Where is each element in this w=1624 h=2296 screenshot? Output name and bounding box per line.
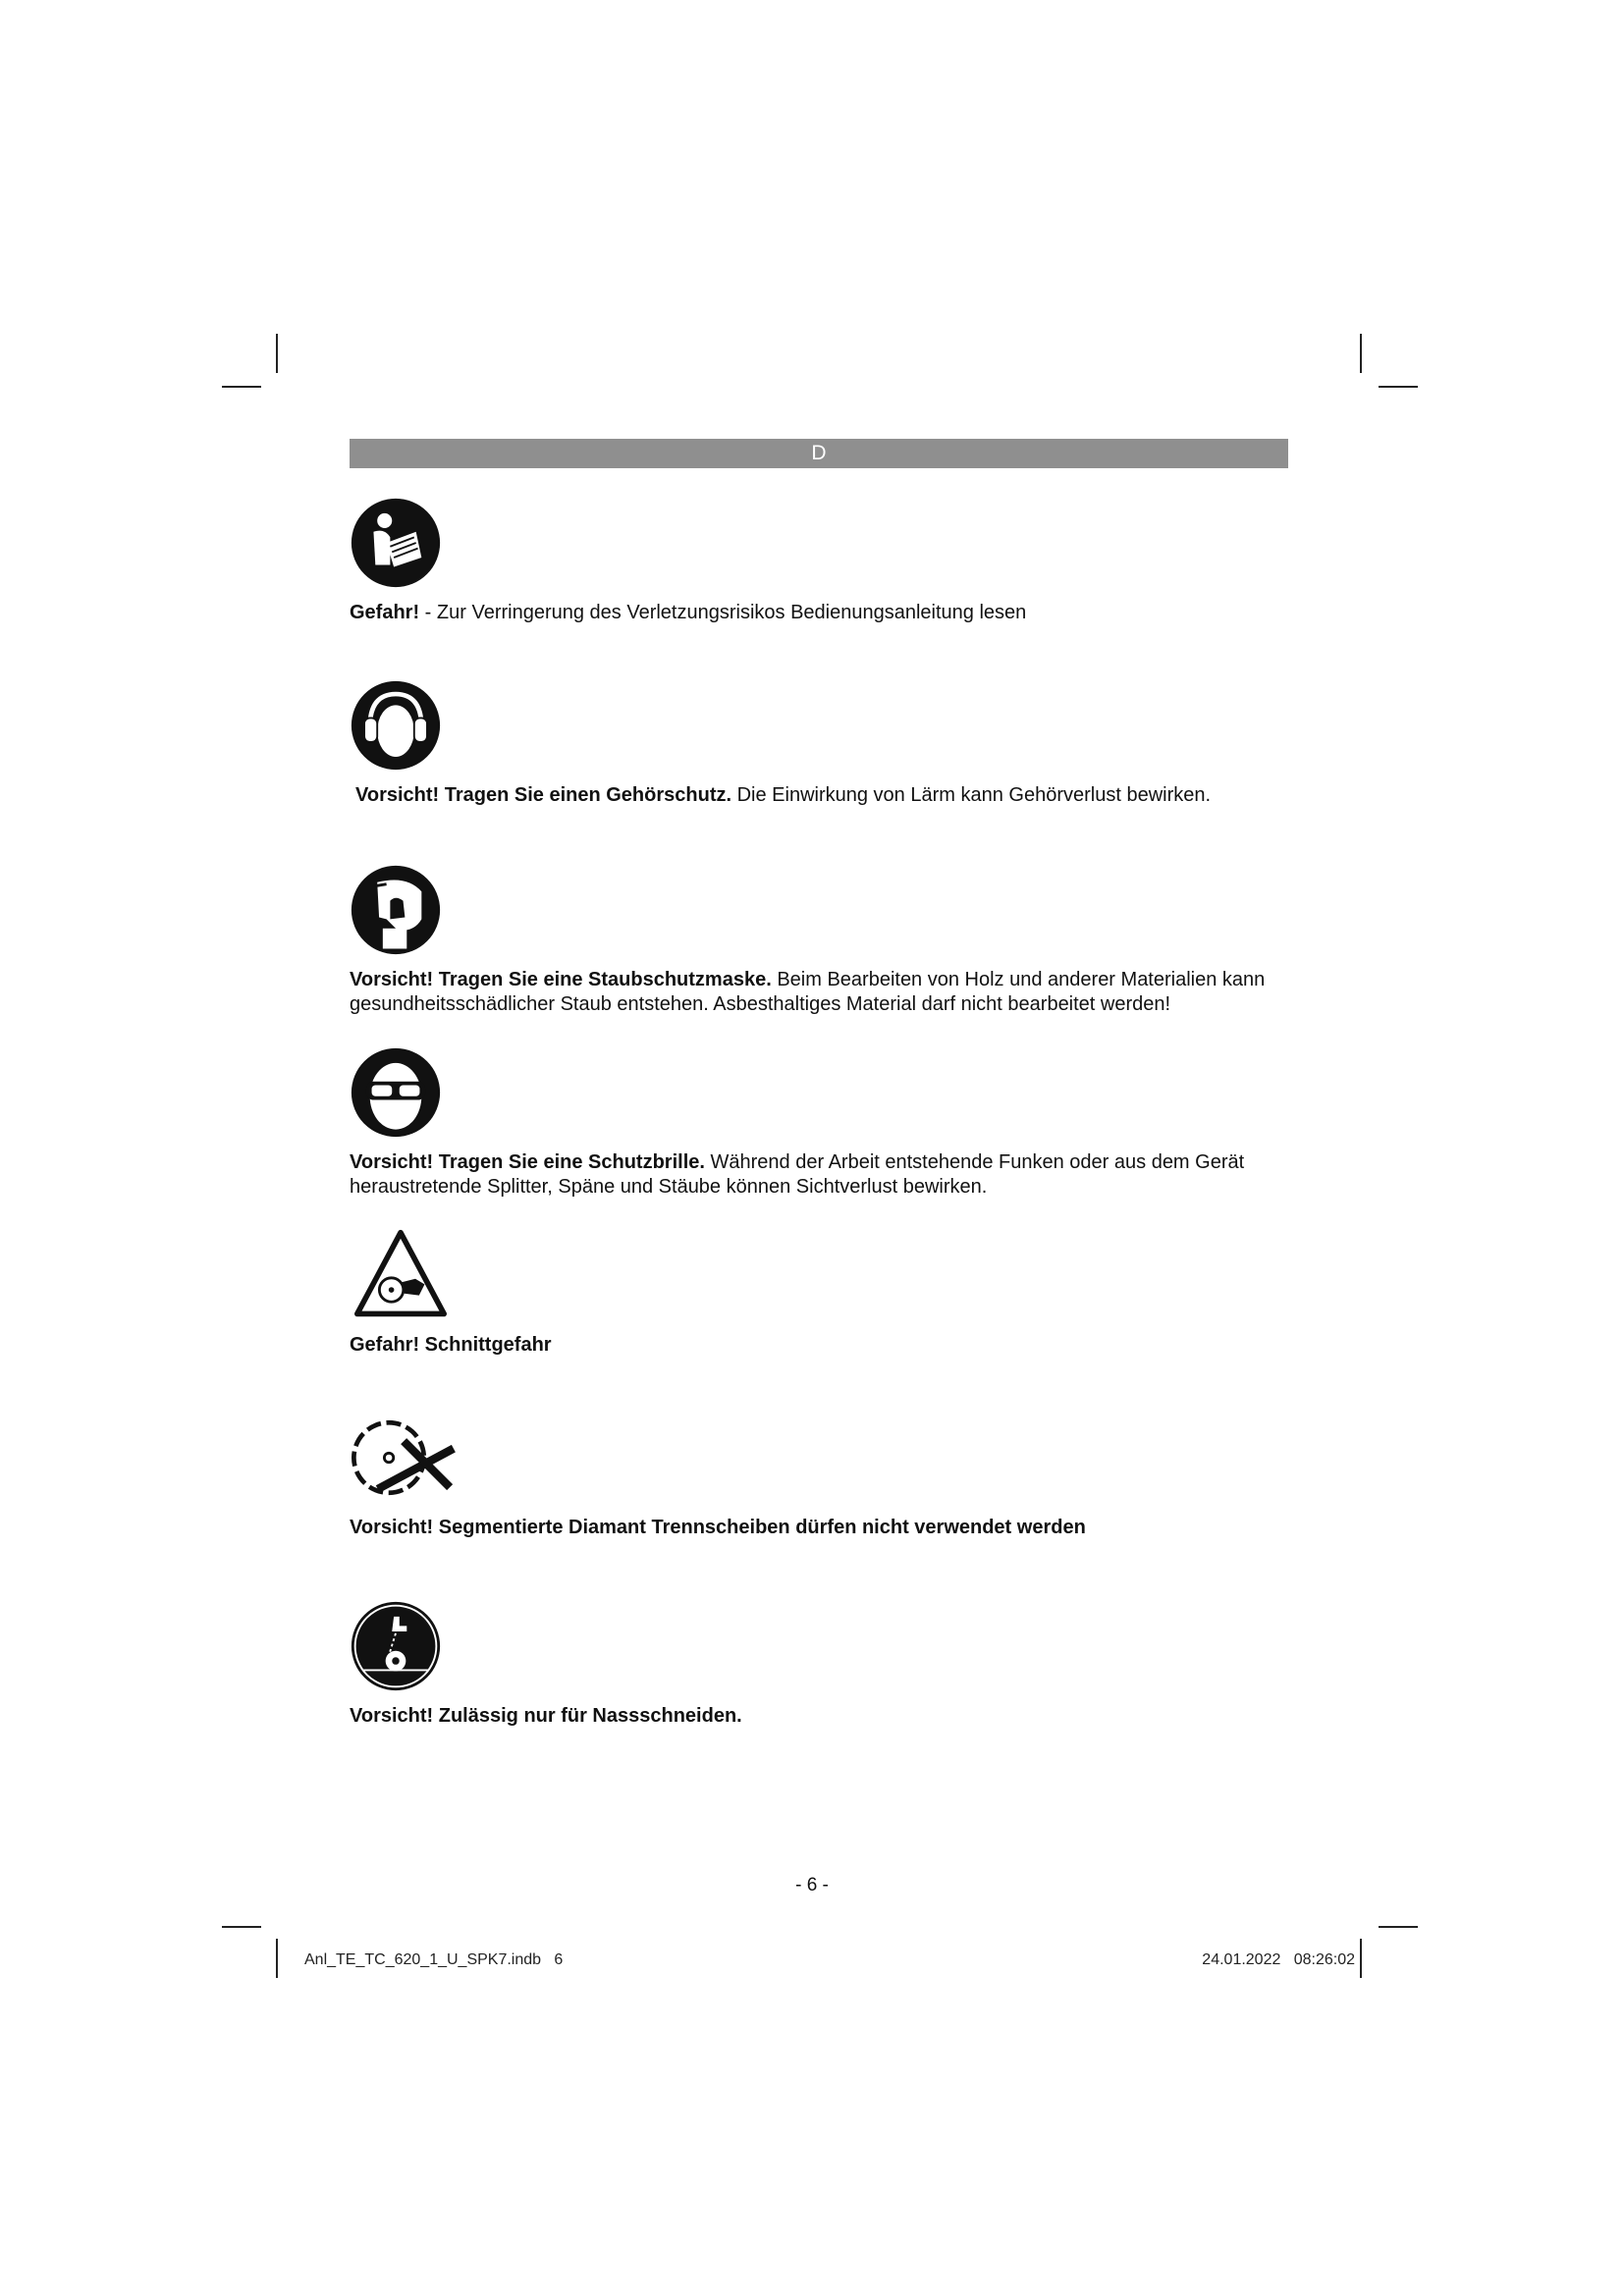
symbol-caption: Gefahr! - Zur Verringerung des Verletzungsrisikos Bedienungsanleitung lesen xyxy=(350,602,1027,623)
symbol-block-wet-cutting xyxy=(350,1600,1292,1729)
no-segmented-disc-icon xyxy=(350,1412,461,1504)
cut-hazard-warning-icon xyxy=(350,1229,452,1321)
wet-cutting-icon xyxy=(350,1600,442,1692)
language-code: D xyxy=(811,442,827,464)
dust-mask-icon xyxy=(350,864,442,956)
symbol-block-read-manual xyxy=(350,497,1292,625)
safety-goggles-icon xyxy=(350,1046,442,1139)
file-name-slug: Anl_TE_TC_620_1_U_SPK7.indb 6 xyxy=(304,1951,564,1968)
symbol-caption: Vorsicht! Tragen Sie einen Gehörschutz. Die Einwirkung von Lärm kann Gehörverlust bewirken. xyxy=(355,784,1212,806)
symbol-block-no-segmented-disc xyxy=(350,1412,1292,1540)
symbol-caption: Vorsicht! Zulässig nur für Nassschneiden. xyxy=(350,1705,742,1727)
symbol-caption: Vorsicht! Tragen Sie eine Schutzbrille. Während der Arbeit entstehende Funken oder aus dem Gerät heraustretende Splitter, Späne und Stäube können Sichtverlust bewirken. xyxy=(350,1151,1245,1198)
hearing-protection-icon xyxy=(350,679,442,772)
symbol-block-cut-hazard xyxy=(350,1229,1292,1358)
crop-mark xyxy=(1360,1939,1362,1978)
timestamp-slug: 24.01.2022 08:26:02 xyxy=(1202,1951,1355,1968)
read-manual-icon xyxy=(350,497,442,589)
symbol-block-safety-goggles xyxy=(350,1046,1292,1200)
crop-mark xyxy=(222,1926,261,1928)
crop-mark xyxy=(276,334,278,373)
language-header-bar xyxy=(350,439,1288,468)
crop-mark xyxy=(276,1939,278,1978)
crop-mark xyxy=(222,386,261,388)
crop-mark xyxy=(1360,334,1362,373)
crop-mark xyxy=(1379,386,1418,388)
symbol-block-dust-mask xyxy=(350,864,1292,1017)
symbol-caption: Gefahr! Schnittgefahr xyxy=(350,1334,552,1356)
page-number: - 6 - xyxy=(795,1875,829,1896)
symbol-caption: Vorsicht! Tragen Sie eine Staubschutzmaske. Beim Bearbeiten von Holz und anderer Materialien kann gesundheitsschädlicher Staub entstehen. Asbesthaltiges Material darf nicht bearbeitet werden! xyxy=(350,969,1266,1015)
symbol-block-hearing-protection xyxy=(350,679,1292,808)
symbol-caption: Vorsicht! Segmentierte Diamant Trennscheiben dürfen nicht verwendet werden xyxy=(350,1517,1086,1538)
crop-mark xyxy=(1379,1926,1418,1928)
